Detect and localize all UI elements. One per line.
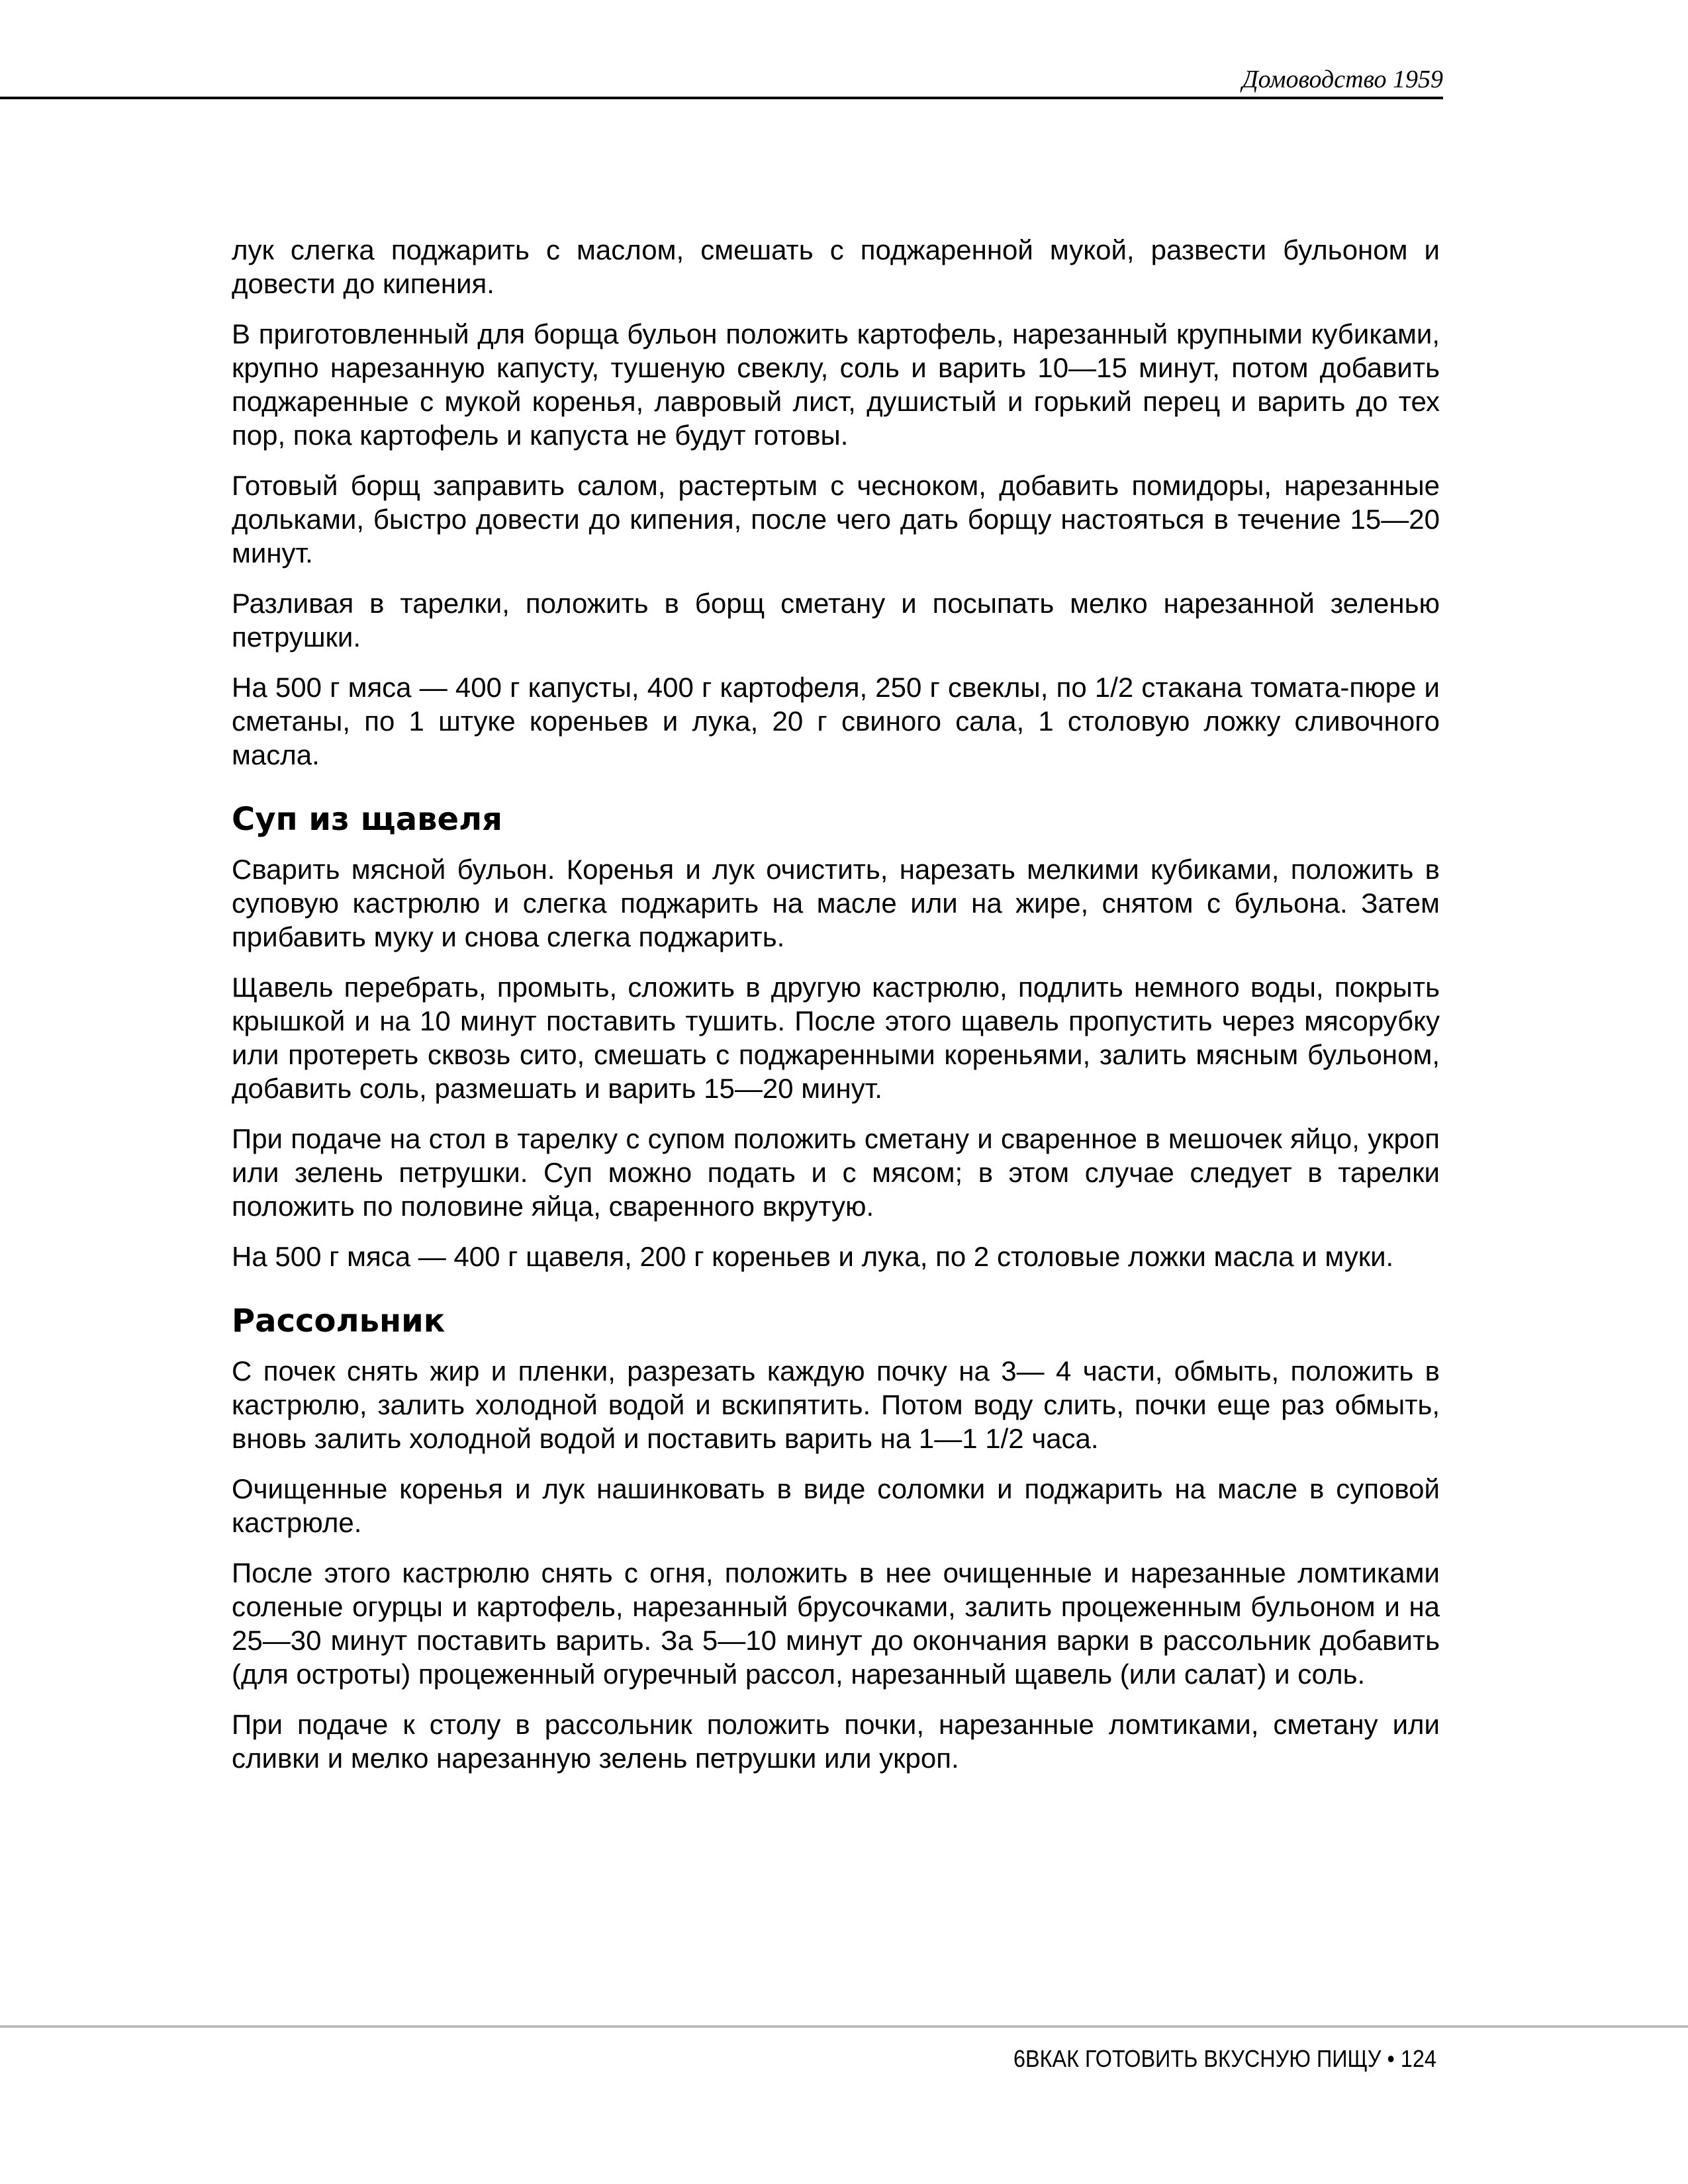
paragraph: В приготовленный для борща бульон положить картофель, нарезанный крупными кубиками, крупно нарезанную капусту, тушеную свеклу, соль и варить 10—15 минут, потом добавить поджаренные с мукой коренья, лавровый лист, душистый и горький перец и варить до тех пор, пока картофель и капуста не будут готовы.: [232, 318, 1440, 451]
paragraph: лук слегка поджарить с маслом, смешать с поджаренной мукой, развести бульоном и довести до кипения.: [232, 234, 1440, 299]
paragraph: С почек снять жир и пленки, разрезать каждую почку на 3— 4 части, обмыть, положить в кастрюлю, залить холодной водой и вскипятить. Потом воду слить, почки еще раз обмыть, вновь залить холодной водой и поставить варить на 1—1 1/2 часа.: [232, 1355, 1440, 1454]
section-heading: Суп из щавеля: [232, 801, 502, 838]
section-heading: Рассольник: [232, 1302, 445, 1340]
paragraph: Разливая в тарелки, положить в борщ сметану и посыпать мелко нарезанной зеленью петрушки.: [232, 588, 1440, 653]
paragraph: После этого кастрюлю снять с огня, положить в нее очищенные и нарезанные ломтиками соленые огурцы и картофель, нарезанный брусочками, залить процеженным бульоном и на 25—30 минут поставить варить. За 5—10 минут до окончания варки в рассольник добавить (для остроты) процеженный огуречный рассол, нарезанный щавель (или салат) и соль.: [232, 1557, 1440, 1690]
running-header: Домоводство 1959: [1242, 66, 1443, 93]
paragraph: Очищенные коренья и лук нашинковать в виде соломки и поджарить на масле в суповой кастрюле.: [232, 1473, 1440, 1538]
footer-rule: [0, 2025, 1688, 2028]
paragraph: Щавель перебрать, промыть, сложить в другую кастрюлю, подлить немного воды, покрыть крышкой и на 10 минут поставить тушить. После этого щавель пропустить через мясорубку или протереть сквозь сито, смешать с поджаренными кореньями, залить мясным бульоном, добавить соль, размешать и варить 15—20 минут.: [232, 972, 1440, 1104]
paragraph: Сварить мясной бульон. Коренья и лук очистить, нарезать мелкими кубиками, положить в суповую кастрюлю и слегка поджарить на масле или на жире, снятом с бульона. Затем прибавить муку и снова слегка поджарить.: [232, 854, 1440, 952]
paragraph: Готовый борщ заправить салом, растертым с чесноком, добавить помидоры, нарезанные дольками, быстро довести до кипения, после чего дать борщу настояться в течение 15—20 минут.: [232, 470, 1440, 569]
footer-text: 6ВКАК ГОТОВИТЬ ВКУСНУЮ ПИЩУ • 124: [1013, 2045, 1436, 2072]
paragraph: При подаче к столу в рассольник положить почки, нарезанные ломтиками, сметану или сливки и мелко нарезанную зелень петрушки или укроп.: [232, 1709, 1440, 1774]
paragraph: На 500 г мяса — 400 г щавеля, 200 г кореньев и лука, по 2 столовые ложки масла и муки.: [232, 1241, 1394, 1272]
paragraph: На 500 г мяса — 400 г капусты, 400 г картофеля, 250 г свеклы, по 1/2 стакана томата-пюре и сметаны, по 1 штуке кореньев и лука, 20 г свиного сала, 1 столовую ложку сливочного масла.: [232, 672, 1440, 770]
paragraph: При подаче на стол в тарелку с супом положить сметану и сваренное в мешочек яйцо, укроп или зелень петрушки. Суп можно подать и с мясом; в этом случае следует в тарелки положить по половине яйца, сваренного вкрутую.: [232, 1123, 1440, 1222]
page-body: [232, 233, 1440, 1792]
header-rule: [0, 97, 1443, 99]
